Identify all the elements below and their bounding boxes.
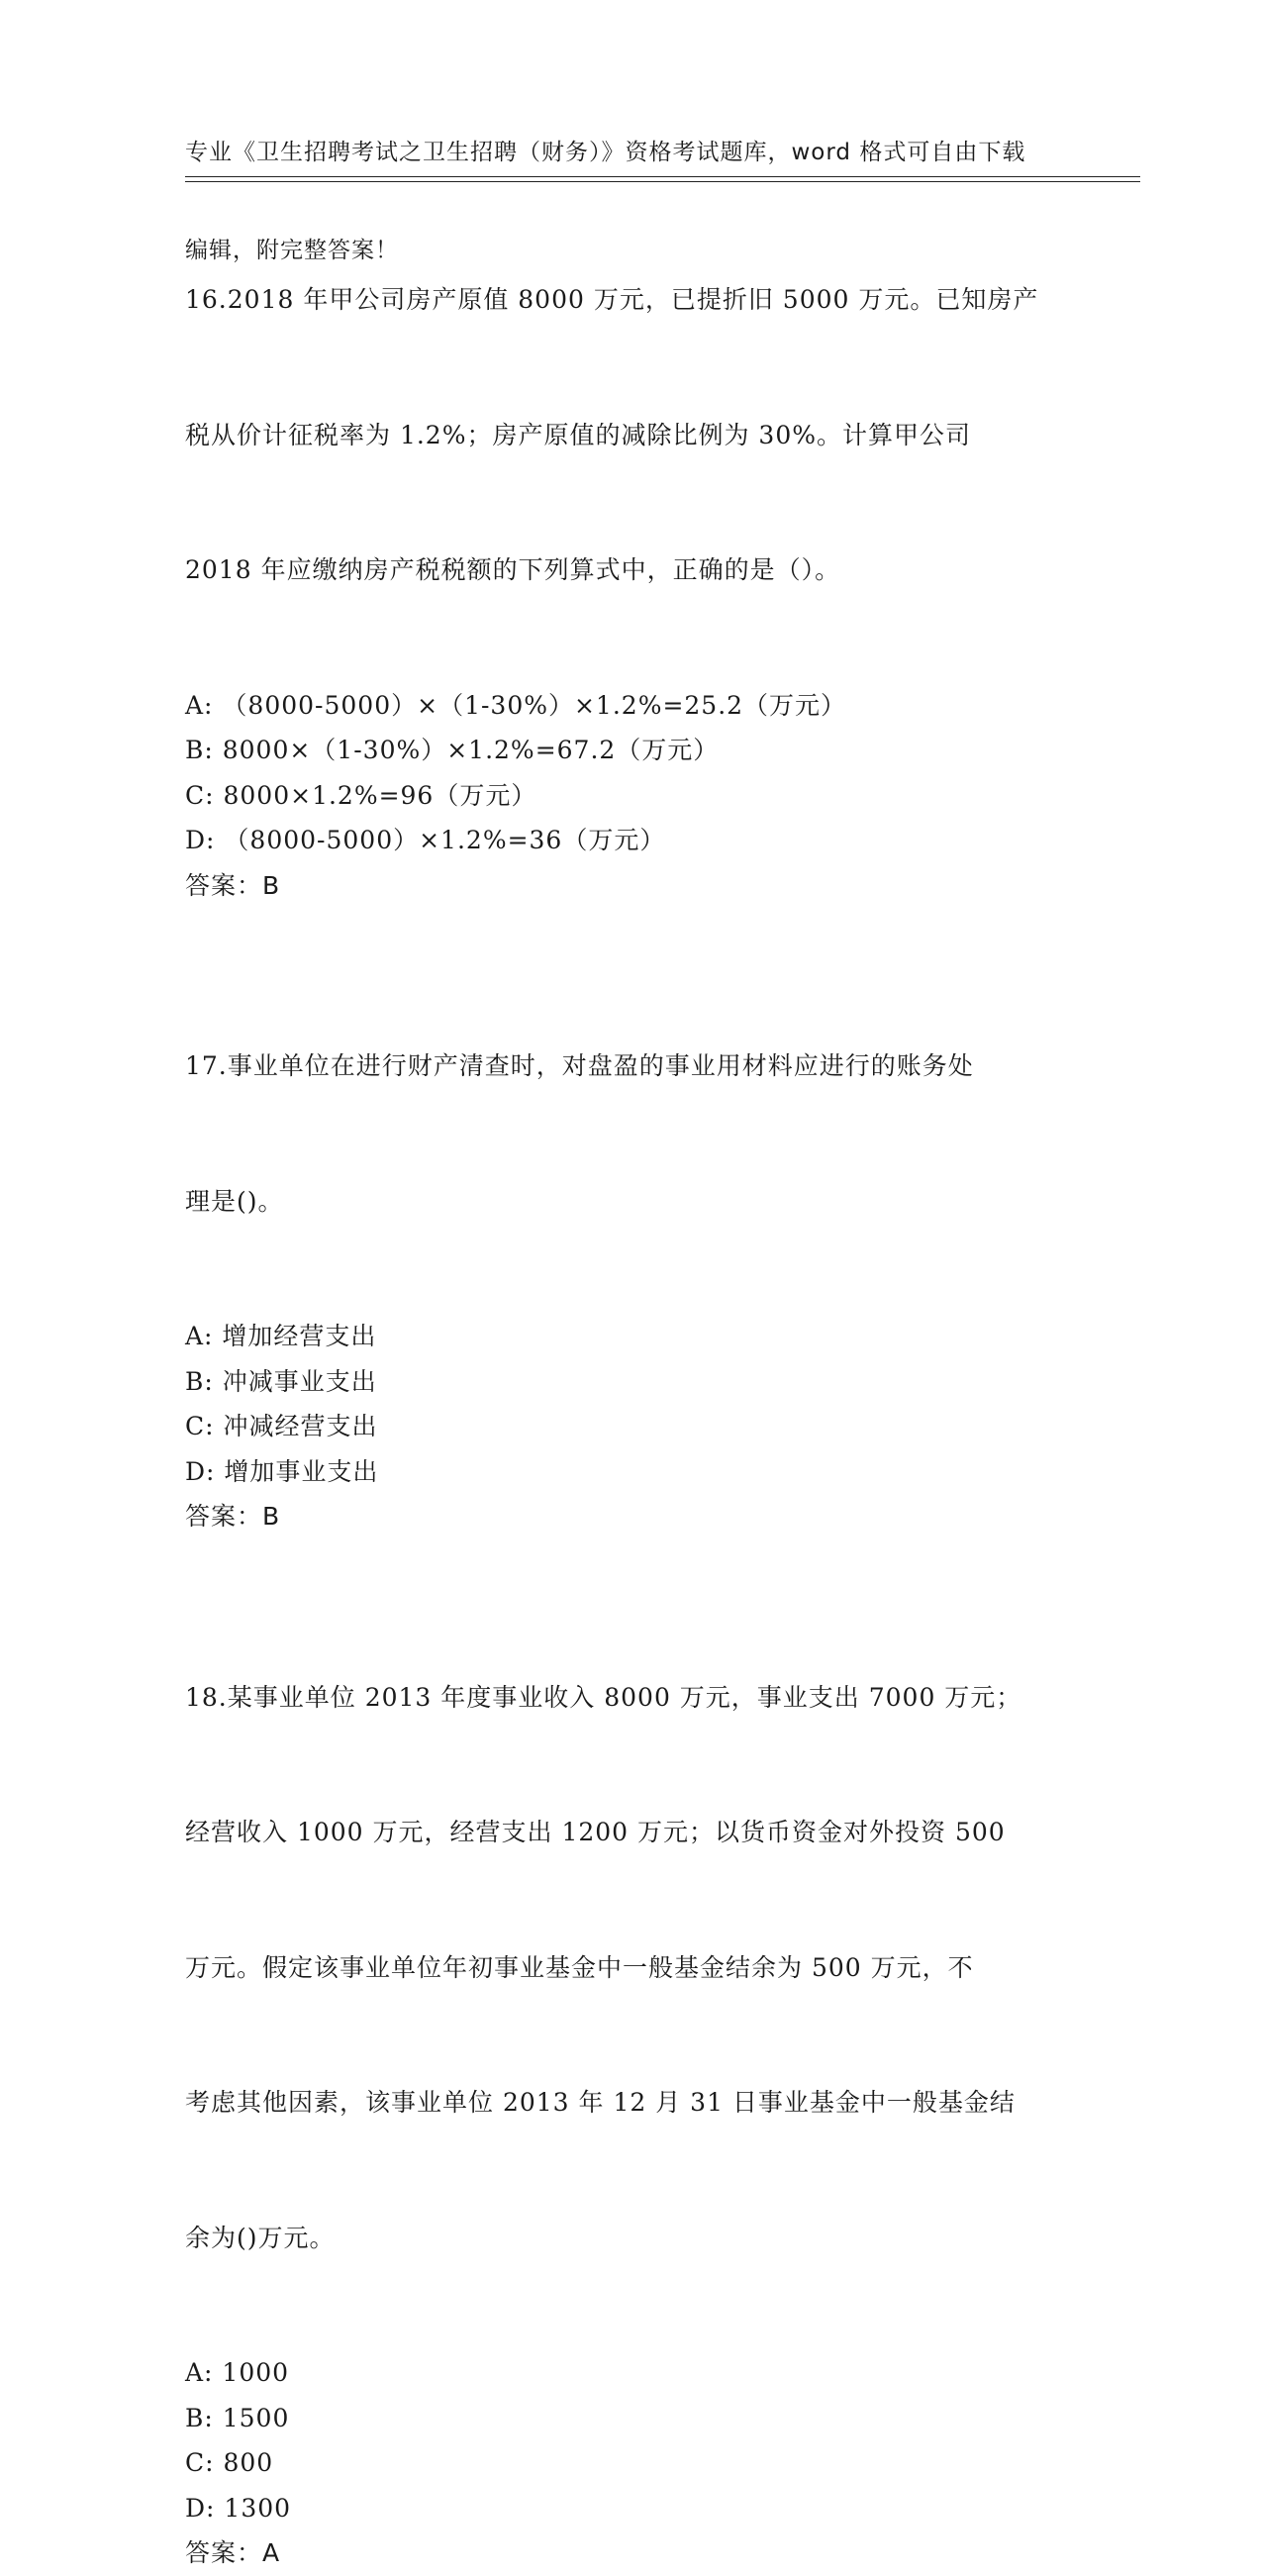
option-a: A: 1000 xyxy=(185,2358,290,2387)
question-17 xyxy=(185,953,1076,1539)
stem-line: 16.2018 年甲公司房产原值 8000 万元，已提折旧 5000 万元。已知房产 xyxy=(185,285,1039,314)
question-stem xyxy=(185,187,1076,683)
option-c: C: 8000×1.2%=96（万元） xyxy=(185,780,537,810)
option-d: D: 1300 xyxy=(185,2493,292,2523)
option-a: A: 增加经营支出 xyxy=(185,1322,377,1350)
option-d: D: 增加事业支出 xyxy=(185,1456,379,1486)
question-spacer xyxy=(185,908,1076,953)
header-line-2: 编辑，附完整答案！ xyxy=(185,238,399,263)
stem-line: 2018 年应缴纳房产税税额的下列算式中，正确的是（）。 xyxy=(185,555,841,584)
question-list xyxy=(185,187,1076,2576)
option-b: B: 8000×（1-30%）×1.2%=67.2（万元） xyxy=(185,736,720,764)
stem-line: 税从价计征税率为 1.2%；房产原值的减除比例为 30%。计算甲公司 xyxy=(185,420,971,449)
question-stem xyxy=(185,1585,1076,2351)
header-line-1: 专业《卫生招聘考试之卫生招聘（财务）》资格考试题库，word 格式可自由下载 xyxy=(185,140,1026,165)
stem-line: 经营收入 1000 万元，经营支出 1200 万元；以货币资金对外投资 500 xyxy=(185,1818,1006,1846)
question-spacer xyxy=(185,1539,1076,1585)
question-16 xyxy=(185,187,1076,908)
stem-line: 考虑其他因素，该事业单位 2013 年 12 月 31 日事业基金中一般基金结 xyxy=(185,2088,1016,2117)
option-b: B: 冲减事业支出 xyxy=(185,1366,377,1396)
question-stem xyxy=(185,953,1076,1314)
option-c: C: 800 xyxy=(185,2448,274,2477)
option-d: D: （8000-5000）×1.2%=36（万元） xyxy=(185,826,666,854)
answer-line: 答案：A xyxy=(185,2538,281,2567)
stem-line: 17.事业单位在进行财产清查时，对盘盈的事业用材料应进行的账务处 xyxy=(185,1051,974,1080)
answer-line: 答案：B xyxy=(185,1502,281,1531)
option-b: B: 1500 xyxy=(185,2403,290,2432)
stem-line: 18.某事业单位 2013 年度事业收入 8000 万元，事业支出 7000 万元； xyxy=(185,1682,1022,1712)
header-divider-top xyxy=(185,176,1140,177)
option-a: A: （8000-5000）×（1-30%）×1.2%=25.2（万元） xyxy=(185,690,847,720)
question-18 xyxy=(185,1585,1076,2576)
header-divider-bottom xyxy=(185,181,1140,182)
stem-line: 万元。假定该事业单位年初事业基金中一般基金结余为 500 万元，不 xyxy=(185,1952,974,1982)
stem-line: 理是()。 xyxy=(185,1186,284,1216)
option-c: C: 冲减经营支出 xyxy=(185,1412,378,1440)
stem-line: 余为()万元。 xyxy=(185,2223,336,2252)
answer-line: 答案：B xyxy=(185,870,281,900)
